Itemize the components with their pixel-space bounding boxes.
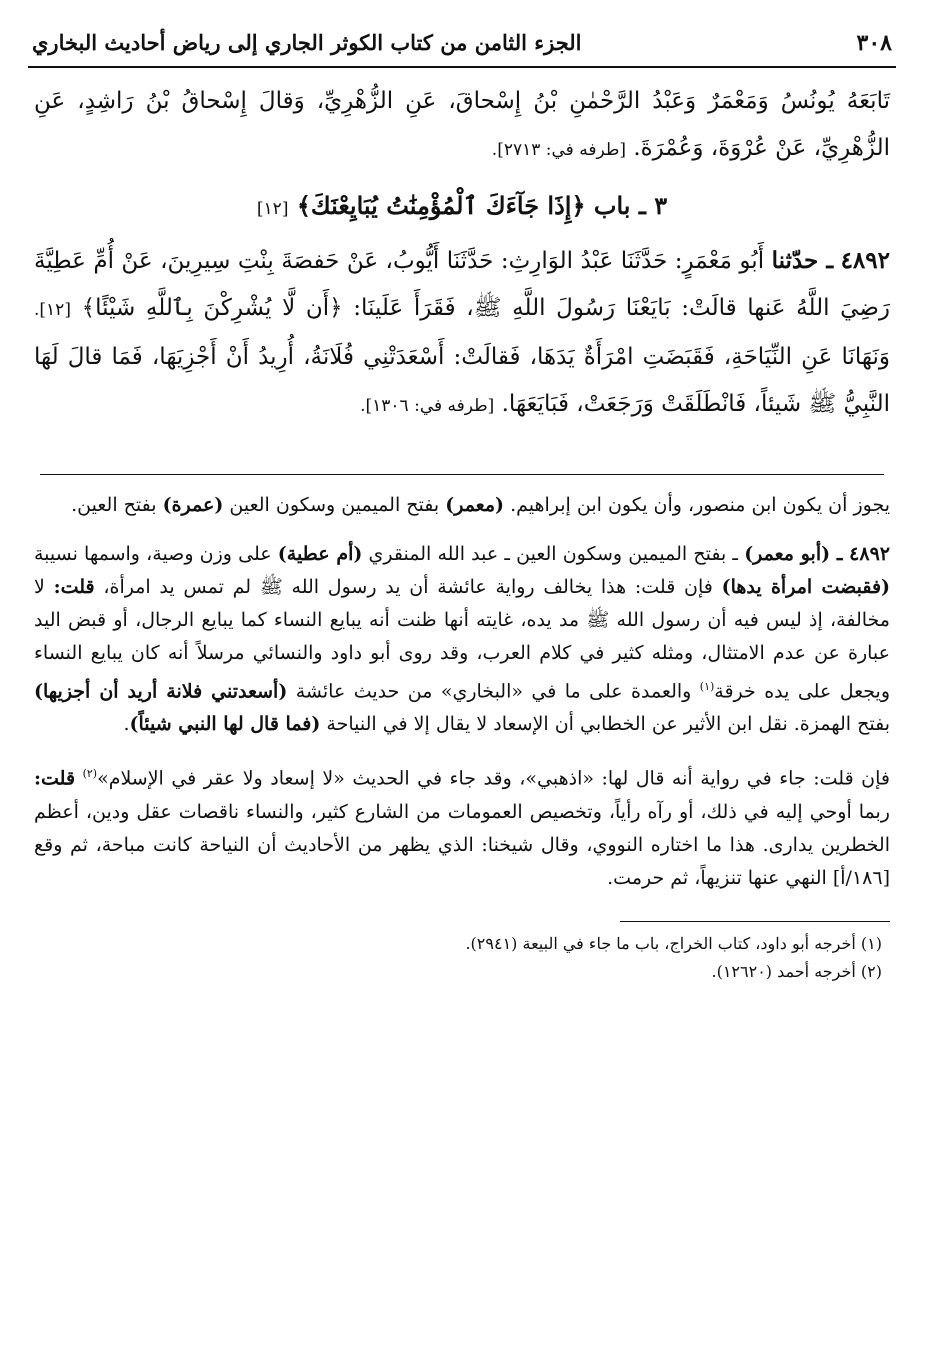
commentary-paragraph — [34, 538, 890, 741]
commentary-paragraph — [34, 757, 890, 894]
commentary-term: ٤٨٩٢ ـ (أبو معمر) — [744, 543, 890, 565]
commentary-text: والعمدة على ما في «البخاري» من حديث عائشة — [295, 680, 692, 703]
footnote-1: (١) أخرجه أبو داود، كتاب الخراج، باب ما جاء في البيعة (٢٩٤١). — [465, 933, 882, 953]
chapter-heading — [34, 182, 890, 233]
footnote-marker[interactable]: (١) — [699, 680, 715, 693]
running-title: الجزء الثامن من كتاب الكوثر الجاري إلى رياض أحاديث البخاري — [32, 30, 582, 55]
commentary-section — [28, 489, 896, 895]
footnote-2: (٢) أخرجه أحمد (١٢٦٢٠). — [711, 961, 882, 981]
commentary-text: يجوز أن يكون ابن منصور، وأن يكون ابن إبراهيم. — [510, 494, 890, 516]
hadith-text-part-1: أَبُو مَعْمَرٍ: حَدَّثَنَا عَبْدُ الوَارِثِ: حَدَّثَنَا أَيُّوبُ، عَنْ حَفصَةَ بِنْتِ سِيرِينَ، عَنْ أُمِّ عَطِيَّةَ رَضِيَ اللَّهُ عَنها قالَتْ: بَايَعْنَا رَسُولَ اللَّهِ ﷺ، فَقَرَأَ عَلَينَا: ﴿أَن لَّا يُشْرِكْنَ بِٱللَّهِ شَيْئًا﴾ — [34, 248, 890, 321]
book-page — [28, 30, 896, 986]
footnotes — [28, 922, 896, 986]
commentary-text: . — [123, 713, 130, 736]
hadith-lead: ـ حدّثنا — [771, 247, 834, 274]
commentary-text: بفتح العين. — [71, 494, 157, 516]
hadith-text-part-2: وَنَهَانَا عَنِ النِّيَاحَةِ، فَقَبَضَتِ امْرَأَةٌ يَدَهَا، فَقالَتْ: أَسْعَدَتْنِي فُلَانَةُ، أُرِيدُ أَنْ أَجْزِيَهَا، فَمَا قالَ لَهَا النَّبِيُّ ﷺ شَيئاً، فَانْطَلَقَتْ وَرَجَعَتْ، فَبَايَعَهَا. — [34, 344, 890, 417]
cross-reference: [طرفه في: ١٣٠٦]. — [360, 396, 495, 416]
commentary-term: (أم عطية) — [277, 543, 363, 565]
commentary-text: ربما أوحي إليه في ذلك، أو رآه رأياً، وتخصيص العمومات من الشارع كثير، والنساء ناقصات عقل ودين، أعظم الخطرين يدارى. هذا ما اختاره النووي، وقال شيخنا: الذي يظهر من الأحاديث أن النياحة كانت مباحة، ثم وقع [١٨٦/أ] النهي عنها تنزيهاً، ثم حرمت. — [34, 800, 890, 889]
commentary-text: على وزن وصية، واسمها نسيبة — [34, 543, 272, 565]
page-header — [28, 30, 896, 68]
verse-reference: [١٢]. — [34, 300, 71, 320]
commentary-text: ـ بفتح الميمين وسكون العين ـ عبد الله المنقري — [368, 543, 739, 565]
commentary-text: لا مخالفة، إذ ليس فيه أن رسول الله ﷺ مد يده، غايته أنها ظنت أنه يبايع النساء كما يبايع الرجال، أو قبض اليد عبارة عن عدم الامتثال، ومثله كثير في كلام العرب، وقد روى أبو داود والنسائي مرسلاً أنه كان يبايع النساء ويجعل على يده خرقة — [34, 576, 890, 703]
commentary-text: فإن قلت: جاء في رواية أنه قال لها: «اذهبي»، وقد جاء في الحديث «لا إسعاد ولا عقر في الإسلام» — [97, 767, 890, 790]
commentary-term: قلت: — [53, 576, 95, 598]
commentary-paragraph — [34, 489, 890, 522]
hadith-continuation — [34, 78, 890, 174]
commentary-term: (معمر) — [445, 494, 505, 516]
commentary-term: (فقبضت امرأة يدها) — [721, 576, 891, 598]
commentary-text: بفتح الهمزة. نقل ابن الأثير عن الخطابي أن الإسعاد لا يقال إلا في النياحة — [326, 713, 890, 736]
verse-reference: [١٢] — [256, 199, 289, 219]
section-divider — [40, 474, 884, 475]
hadith-number: ٤٨٩٢ — [840, 247, 890, 274]
chapter-title: ٣ ـ باب ﴿إِذَا جَآءَكَ ٱلْمُؤْمِنَٰتُ يُبَايِعْنَكَ﴾ — [296, 191, 668, 220]
hadith-continuation-text: تَابَعَهُ يُونُسُ وَمَعْمَرٌ وَعَبْدُ الرَّحْمٰنِ بْنُ إِسْحاقَ، عَنِ الزُّهْرِيِّ، وَقالَ إِسْحاقُ بْنُ رَاشِدٍ، عَنِ الزُّهْرِيِّ، عَنْ عُرْوَةَ، وَعُمْرَةَ. — [34, 88, 890, 161]
page-number: ٣٠٨ — [856, 30, 892, 56]
commentary-text: فإن قلت: هذا يخالف رواية عائشة أن يد رسول الله ﷺ لم تمس يد امرأة، — [103, 576, 713, 598]
footnote-marker[interactable]: (٢) — [82, 767, 98, 781]
commentary-term: قلت: — [34, 767, 76, 790]
commentary-text: بفتح الميمين وسكون العين — [229, 494, 440, 516]
hadith-section — [28, 78, 896, 430]
cross-reference: [طرفه في: ٢٧١٣]. — [491, 140, 626, 160]
commentary-term: (فما قال لها النبي شيئاً) — [129, 713, 321, 736]
commentary-term: (عمرة) — [162, 494, 224, 516]
commentary-term: (أسعدتني فلانة أريد أن أجزيها) — [34, 680, 288, 703]
hadith-main — [34, 237, 890, 430]
